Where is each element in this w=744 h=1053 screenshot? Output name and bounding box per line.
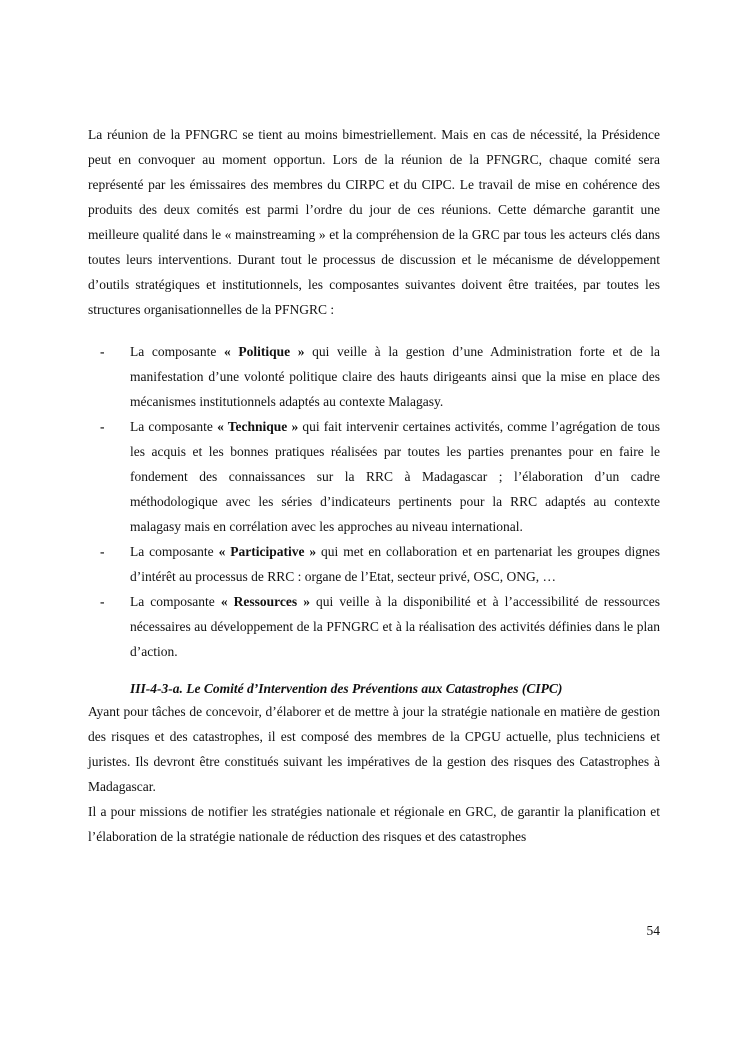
components-list [88,339,660,664]
bullet-prefix: La composante [130,594,221,609]
bullet-dash: - [100,594,105,609]
page-number: 54 [646,923,660,938]
bullet-dash: - [100,419,105,434]
cipc-paragraph: Ayant pour tâches de concevoir, d’élaborer et de mettre à jour la stratégie nationale en matière de gestion des risques et des catastrophes, il est composé des membres de la CPGU actuelle, plus techniciens et juristes. Ils devront être constitués suivant les impératives de la gestion des risques des Catastrophes à Madagascar. [88,704,660,794]
cipc-missions-paragraph: Il a pour missions de notifier les stratégies nationale et régionale en GRC, de garantir la planification et l’élaboration de la stratégie nationale de réduction des risques et des catastrophes [88,804,660,844]
list-item [88,589,660,664]
bullet-prefix: La composante [130,419,218,434]
bullet-dash: - [100,344,105,359]
bullet-prefix: La composante [130,544,219,559]
bullet-term: « Participative » [218,544,317,559]
bullet-term: « Ressources » [220,594,310,609]
bullet-dash: - [100,544,105,559]
list-item [88,339,660,414]
bullet-text: qui veille à la disponibilité et à l’accessibilité de ressources nécessaires au développement de la PFNGRC et à la réalisation des activités définies dans le plan d’action. [130,594,660,659]
section-heading: III-4-3-a. Le Comité d’Intervention des Préventions aux Catastrophes (CIPC) [130,681,563,696]
bullet-prefix: La composante [130,344,224,359]
bullet-text: qui fait intervenir certaines activités, comme l’agrégation de tous les acquis et les bonnes pratiques réalisées par toutes les parties prenantes pour en faire le fondement des connaissances sur la RRC à Madagascar ; l’élaboration d’un cadre méthodologique avec les séries d’indicateurs pertinents pour la RRC adaptés au contexte malagasy mais en corrélation avec les approches au niveau international. [130,419,660,534]
list-item [88,414,660,539]
list-item [88,539,660,589]
bullet-term: « Technique » [217,419,299,434]
bullet-text: qui veille à la gestion d’une Administration forte et de la manifestation d’une volonté politique claire des hauts dirigeants ainsi que la mise en place des mécanismes institutionnels adaptés au contexte Malagasy. [130,344,660,409]
bullet-text: qui met en collaboration et en partenariat les groupes dignes d’intérêt au processus de RRC : organe de l’Etat, secteur privé, OSC, ONG, … [130,544,660,584]
intro-paragraph: La réunion de la PFNGRC se tient au moins bimestriellement. Mais en cas de nécessité, la Présidence peut en convoquer au moment opportun. Lors de la réunion de la PFNGRC, chaque comité sera représenté par les émissaires des membres du CIRPC et du CIPC. Le travail de mise en cohérence des produits des deux comités est parmi l’ordre du jour de ces réunions. Cette démarche garantit une meilleure qualité dans le « mainstreaming » et la compréhension de la GRC par tous les acteurs clés dans toutes leurs interventions. Durant tout le processus de discussion et le mécanisme de développement d’outils stratégiques et institutionnels, les composantes suivantes doivent être traitées, par toutes les structures organisationnelles de la PFNGRC : [88,127,660,317]
bullet-term: « Politique » [224,344,305,359]
page-body [88,122,660,849]
